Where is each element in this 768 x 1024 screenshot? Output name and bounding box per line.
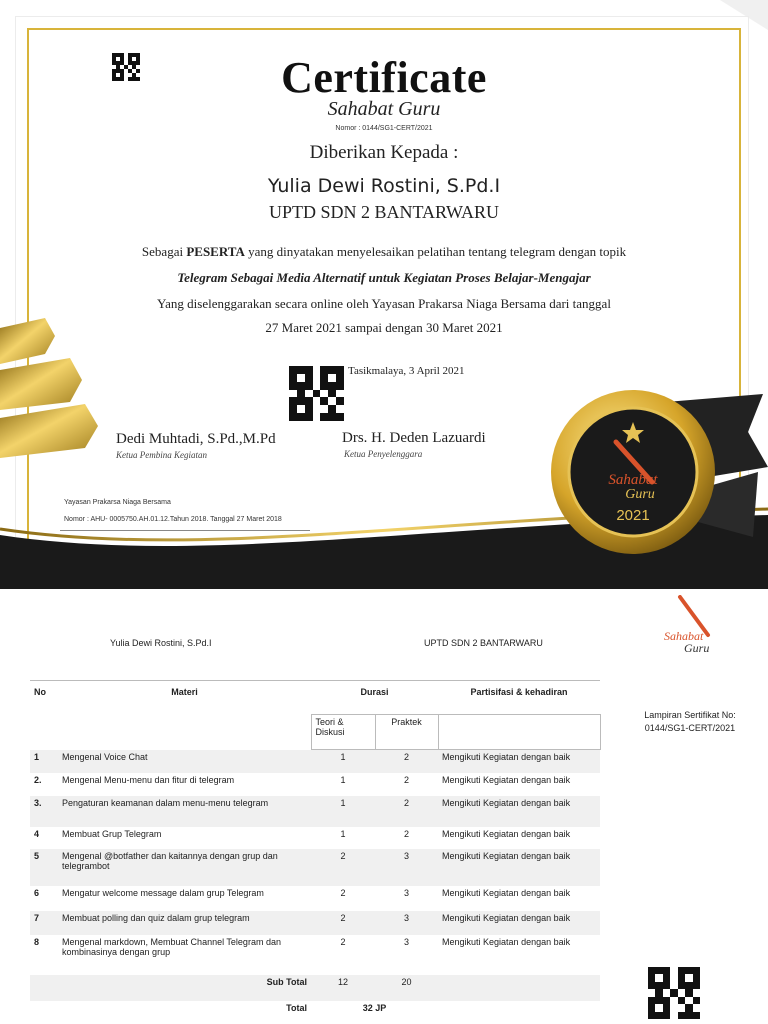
header-teori: Teori & Diskusi [311, 715, 375, 750]
subtotal-row [30, 975, 600, 1001]
foundation-divider [60, 530, 310, 531]
certificate-number: Nomor : 0144/SG1-CERT/2021 [335, 125, 433, 132]
training-topic: Telegram Sebagai Media Alternatif untuk Kegiatan Proses Belajar-Mengajar [177, 270, 591, 285]
table-subheader-row [30, 715, 600, 750]
sahabat-guru-logo [658, 595, 722, 657]
qr-code-bottom [648, 967, 700, 1019]
left-gold-ribbons [0, 318, 100, 468]
qr-code-center [289, 366, 344, 421]
header-partisipasi: Partisifasi & kehadiran [438, 681, 600, 715]
logo-script-text: Sahabat [664, 629, 704, 643]
total-value: 32 JP [362, 1002, 387, 1013]
foundation-number: Nomor : AHU- 0005750.AH.01.12.Tahun 2018. Tanggal 27 Maret 2018 [64, 516, 282, 523]
table-row: 1 Mengenal Voice Chat 1 2 Mengikuti Kegiatan dengan baik [30, 750, 600, 773]
subtotal-teori: 12 [311, 975, 375, 1001]
subtotal-label: Sub Total [58, 975, 311, 1001]
role-peserta: PESERTA [186, 244, 245, 259]
table-row: 7 Membuat polling dan quiz dalam grup telegram 2 3 Mengikuti Kegiatan dengan baik [30, 911, 600, 935]
table-row: 2. Mengenal Menu-menu dan fitur di telegram 1 2 Mengikuti Kegiatan dengan baik [34, 774, 571, 785]
header-praktek: Praktek [375, 715, 438, 750]
header-durasi: Durasi [311, 681, 438, 715]
signer1-role: Ketua Pembina Kegiatan [116, 450, 207, 460]
logo-script-text-2: Guru [684, 641, 710, 655]
attachment-name: Yulia Dewi Rostini, S.Pd.I [110, 638, 212, 648]
table-row: 5 Mengenal @botfather dan kaitannya dengan grup dan telegrambot 2 3 Mengikuti Kegiatan dengan baik [30, 849, 600, 886]
training-materials-table [30, 680, 601, 1024]
given-to-label: Diberikan Kepada : [309, 142, 459, 163]
total-label: Total [286, 1002, 307, 1013]
signer2-name: Drs. H. Deden Lazuardi [342, 430, 486, 446]
training-dates: 27 Maret 2021 sampai dengan 30 Maret 2021 [265, 320, 503, 335]
seal-script-text-2: Guru [625, 487, 655, 502]
table-row: 4 Membuat Grup Telegram 1 2 Mengikuti Kegiatan dengan baik [34, 828, 571, 839]
seal-year: 2021 [616, 507, 650, 524]
signer2-role: Ketua Penyelenggara [344, 449, 423, 459]
subtotal-praktek: 20 [375, 975, 438, 1001]
signer1-name: Dedi Muhtadi, S.Pd.,M.Pd [116, 431, 276, 447]
certificate-subtitle: Sahabat Guru [327, 98, 441, 120]
header-materi: Materi [58, 681, 311, 715]
recipient-name: Yulia Dewi Rostini, S.Pd.I [267, 175, 501, 197]
header-no: No [30, 681, 58, 715]
completion-statement: Sebagai PESERTA yang dinyatakan menyelesaikan pelatihan tentang telegram dengan topik [141, 244, 627, 259]
table-row: 3. Pengaturan keamanan dalam menu-menu telegram 1 2 Mengikuti Kegiatan dengan baik [30, 796, 600, 827]
seal-script-text: Sahabat [608, 472, 658, 488]
place-date: Tasikmalaya, 3 April 2021 [348, 365, 465, 377]
organizer-statement: Yang diselenggarakan secara online oleh Yayasan Prakarsa Niaga Bersama dari tanggal [157, 296, 611, 311]
table-header-row [30, 681, 600, 715]
table-row: 6 Mengatur welcome message dalam grup Telegram 2 3 Mengikuti Kegiatan dengan baik [34, 887, 571, 898]
certificate-title: Certificate [281, 53, 487, 102]
total-row [30, 1001, 600, 1024]
foundation-name: Yayasan Prakarsa Niaga Bersama [64, 499, 171, 506]
certificate-attachment [0, 593, 768, 1024]
attachment-school: UPTD SDN 2 BANTARWARU [424, 638, 543, 648]
recipient-school: UPTD SDN 2 BANTARWARU [268, 202, 500, 222]
table-row: 8 Mengenal markdown, Membuat Channel Telegram dan kombinasinya dengan grup 2 3 Mengikuti Kegiatan dengan baik [34, 936, 571, 957]
attachment-side-note: Lampiran Sertifikat No: 0144/SG1-CERT/2021 [644, 710, 736, 733]
sahabat-guru-seal [548, 372, 768, 572]
